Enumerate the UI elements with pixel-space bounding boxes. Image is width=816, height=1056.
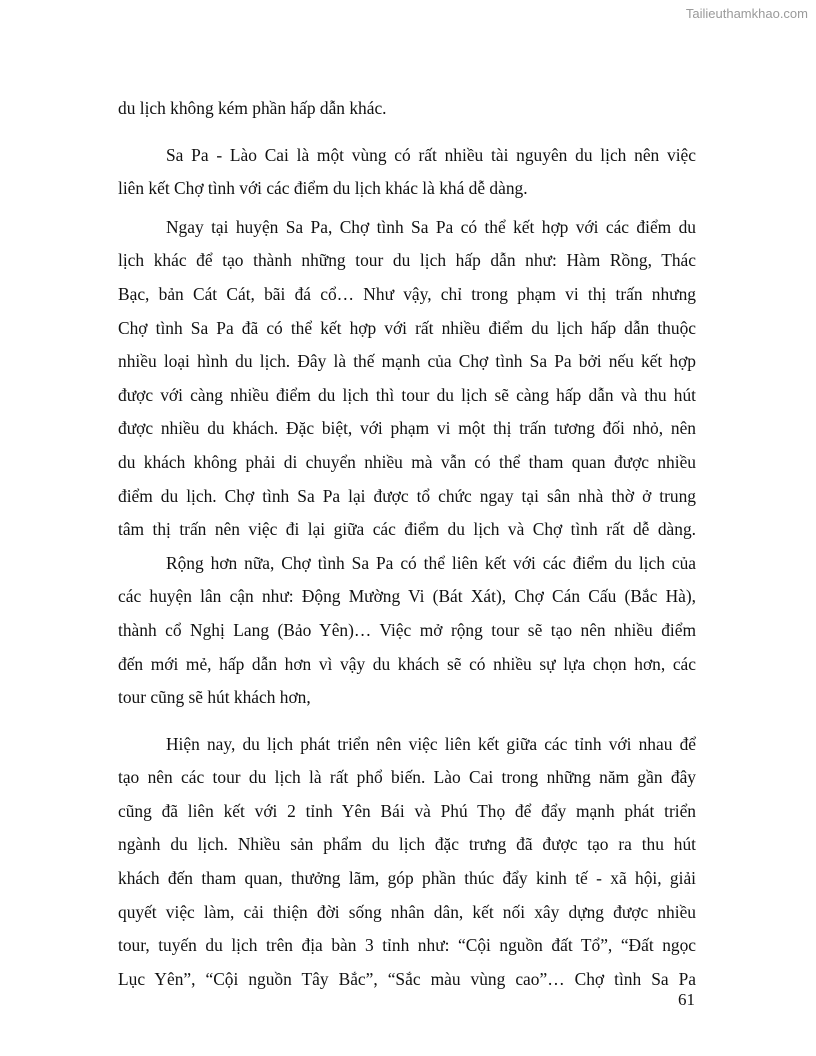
text-line: tâm thị trấn nên việc đi lại giữa các điểm du lịch và Chợ tình rất dễ dàng.	[118, 519, 696, 540]
text-line: ngành du lịch. Nhiều sản phẩm du lịch đặc trưng đã được tạo ra thu hút	[118, 834, 696, 855]
text-line: nhiều loại hình du lịch. Đây là thế mạnh của Chợ tình Sa Pa bởi nếu kết hợp	[118, 351, 696, 372]
text-line: du lịch không kém phần hấp dẫn khác.	[118, 98, 387, 118]
document-body	[118, 92, 696, 996]
paragraph-province-links	[118, 728, 696, 997]
text-line: được với càng nhiều điểm du lịch thì tour du lịch sẽ càng hấp dẫn và thu hút	[118, 384, 696, 405]
watermark: Tailieuthamkhao.com	[685, 6, 808, 21]
text-line: đến mới mẻ, hấp dẫn hơn vì vậy du khách sẽ có nhiều sự lựa chọn hơn, các	[118, 653, 696, 674]
text-line: du khách không phải di chuyển nhiều mà vẫn có thể tham quan được nhiều	[118, 451, 696, 472]
paragraph-sapa-resources	[118, 139, 696, 206]
text-line: quyết việc làm, cải thiện đời sống nhân dân, kết nối xây dựng được nhiều	[118, 901, 696, 922]
paragraph-sapa-district	[118, 211, 696, 547]
text-line: Chợ tình Sa Pa đã có thể kết hợp với rất nhiều điểm du lịch hấp dẫn thuộc	[118, 317, 696, 338]
paragraph-continuation	[118, 92, 696, 126]
text-line: tạo nên các tour du lịch là rất phổ biến. Lào Cai trong những năm gần đây	[118, 767, 696, 788]
text-line: tour cũng sẽ hút khách hơn,	[118, 687, 311, 708]
text-line: tour, tuyến du lịch trên địa bàn 3 tỉnh như: “Cội nguồn đất Tổ”, “Đất ngọc	[118, 935, 696, 956]
text-line: các huyện lân cận như: Động Mường Vi (Bát Xát), Chợ Cán Cấu (Bắc Hà),	[118, 586, 696, 607]
text-line: Hiện nay, du lịch phát triển nên việc liên kết giữa các tỉnh với nhau để	[166, 733, 696, 754]
text-line: Ngay tại huyện Sa Pa, Chợ tình Sa Pa có thể kết hợp với các điểm du	[166, 216, 696, 237]
text-line: thành cổ Nghị Lang (Bảo Yên)… Việc mở rộng tour sẽ tạo nên nhiều điểm	[118, 619, 696, 640]
text-line: Bạc, bản Cát Cát, bãi đá cổ… Như vậy, chỉ trong phạm vi thị trấn nhưng	[118, 283, 696, 304]
text-line: liên kết Chợ tình với các điểm du lịch khác là khá dễ dàng.	[118, 178, 528, 199]
text-line: được nhiều du khách. Đặc biệt, với phạm vi một thị trấn tương đối nhỏ, nên	[118, 418, 696, 439]
paragraph-neighbor-districts	[118, 547, 696, 715]
text-line: lịch khác để tạo thành những tour du lịch hấp dẫn như: Hàm Rồng, Thác	[118, 250, 696, 271]
text-line: Sa Pa - Lào Cai là một vùng có rất nhiều tài nguyên du lịch nên việc	[166, 144, 696, 165]
text-line: điểm du lịch. Chợ tình Sa Pa lại được tổ chức ngay tại sân nhà thờ ở trung	[118, 485, 696, 506]
text-line: Rộng hơn nữa, Chợ tình Sa Pa có thể liên kết với các điểm du lịch của	[166, 552, 696, 573]
text-line: Lục Yên”, “Cội nguồn Tây Bắc”, “Sắc màu vùng cao”… Chợ tình Sa Pa	[118, 968, 696, 989]
text-line: cũng đã liên kết với 2 tỉnh Yên Bái và Phú Thọ để đẩy mạnh phát triển	[118, 800, 696, 821]
text-line: khách đến tham quan, thưởng lãm, góp phần thúc đẩy kinh tế - xã hội, giải	[118, 868, 696, 889]
page-number: 61	[678, 990, 695, 1009]
